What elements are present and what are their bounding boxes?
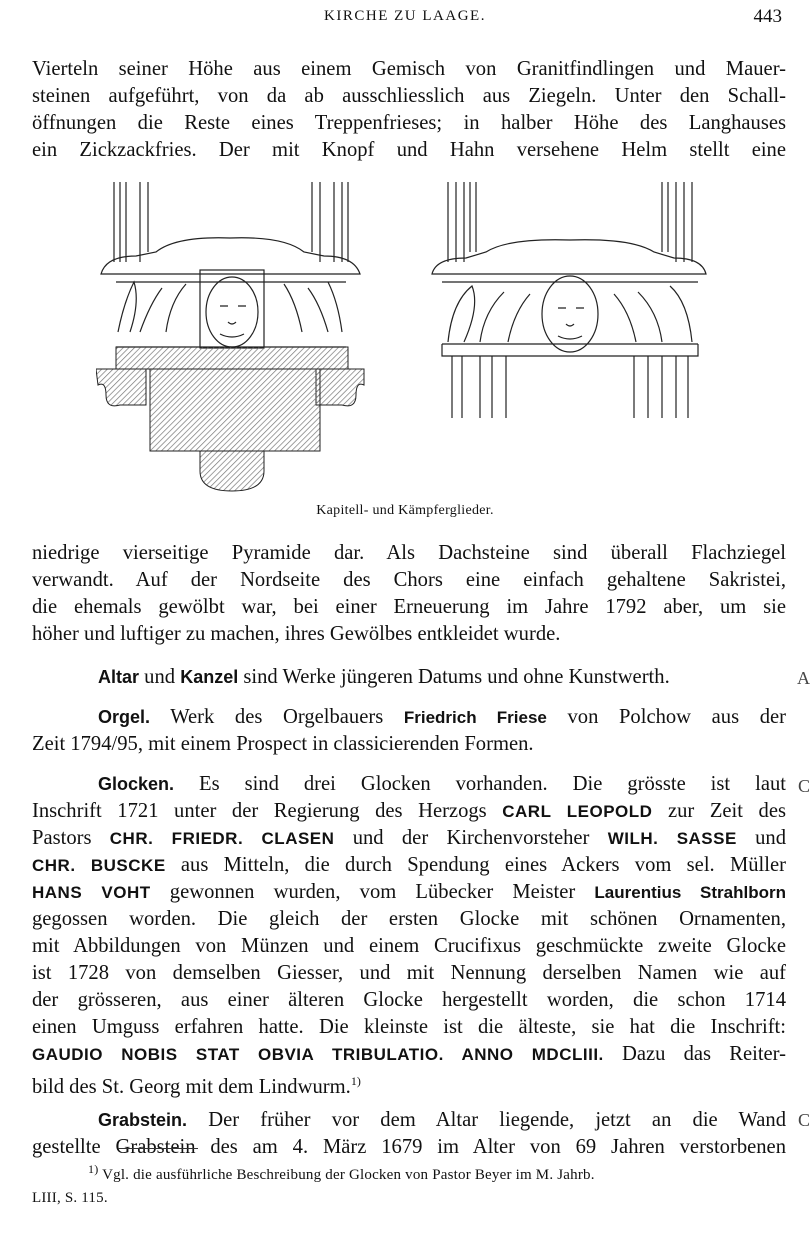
- text-run: Inschrift 1721 unter der Regierung des Herzogs: [32, 800, 503, 822]
- footnote-mark: 1): [88, 1162, 99, 1176]
- margin-mark: C: [797, 1110, 810, 1130]
- footnote-divider: [118, 1148, 198, 1149]
- left-capital-drawing: [101, 182, 360, 348]
- page-number: 443: [753, 6, 782, 27]
- text-line: der grösseren, aus einer älteren Glocke hergestellt worden, die schon 1714: [32, 989, 786, 1011]
- heading-kanzel: Kanzel: [180, 667, 239, 687]
- text-line: gestellte Grabstein des am 4. März 1679 im Alter von 69 Jahren verstorbenen: [32, 1136, 786, 1158]
- text-run: Es sind drei Glocken vorhanden. Die grösste ist laut: [174, 773, 786, 795]
- text-line: [32, 704, 786, 731]
- text-run: gewonnen wurden, vom Lübecker Meister: [150, 881, 595, 903]
- text-run: zur Zeit des: [652, 800, 786, 822]
- left-impost-section: [96, 347, 364, 491]
- footnote-line: [32, 1158, 792, 1187]
- heading-altar: Altar: [98, 667, 140, 687]
- text-line: [32, 1041, 786, 1068]
- page-header: [0, 6, 810, 30]
- text-line: ein Zickzackfries. Der mit Knopf und Hahn versehene Helm stellt eine: [32, 139, 786, 161]
- text-line: niedrige vierseitige Pyramide dar. Als Dachsteine sind überall Flachziegel: [32, 542, 786, 564]
- paragraph-tower: [32, 56, 786, 164]
- text-run: Der früher vor dem Altar liegende, jetzt an die Wand: [187, 1109, 786, 1131]
- text-line: Zeit 1794/95, mit einem Prospect in classicierenden Formen.: [32, 733, 534, 755]
- text-run: und: [736, 827, 786, 849]
- text-line: [32, 798, 786, 825]
- text-line: einen Umguss erfahren hatte. Die kleinste ist die älteste, sie hat die Inschrift:: [32, 1016, 786, 1038]
- text-run: Dazu das Reiter-: [603, 1043, 786, 1065]
- text-run: von Polchow aus der: [546, 706, 786, 728]
- text-run: Werk des Orgelbauers: [150, 706, 404, 728]
- text-line: gegossen worden. Die gleich der ersten Glocke mit schönen Ornamenten,: [32, 908, 786, 930]
- figure-caption: Kapitell- und Kämpferglieder.: [316, 503, 494, 518]
- name-strahlborn: Laurentius Strahlborn: [594, 883, 786, 902]
- name-voht: HANS VOHT: [32, 883, 151, 902]
- name-clasen: CHR. FRIEDR. CLASEN: [109, 829, 335, 848]
- text-run: Vgl. die ausführliche Beschreibung der Glocken von Pastor Beyer im M. Jahrb.: [98, 1167, 595, 1183]
- paragraph-glocken: [32, 771, 786, 1101]
- text-line: [32, 771, 786, 798]
- text-line: [32, 825, 786, 852]
- bell-inscription: GAUDIO NOBIS STAT OBVIA TRIBULATIO. ANNO MDCLIII.: [32, 1045, 604, 1064]
- name-sasse: WILH. SASSE: [607, 829, 737, 848]
- footnote: [32, 1158, 792, 1210]
- text-line: [32, 1068, 786, 1101]
- name-carl-leopold: CARL LEOPOLD: [502, 802, 653, 821]
- paragraph-orgel: [32, 704, 786, 758]
- text-line: mit Abbildungen von Münzen und einem Crucifixus geschmückte zweite Glocke: [32, 935, 786, 957]
- text-line: Vierteln seiner Höhe aus einem Gemisch von Granitfindlingen und Mauer-: [32, 58, 786, 80]
- text-line: [32, 852, 786, 879]
- heading-glocken: Glocken.: [98, 774, 175, 794]
- text-run: bild des St. Georg mit dem Lindwurm.: [32, 1075, 351, 1098]
- text-line: [32, 664, 786, 691]
- footnote-ref[interactable]: 1): [350, 1074, 361, 1088]
- text-line: öffnungen die Reste eines Treppenfrieses; in halber Höhe des Langhauses: [32, 112, 786, 134]
- name-friese: Friedrich Friese: [403, 708, 547, 727]
- name-buscke: CHR. BUSCKE: [32, 856, 166, 875]
- right-capital-drawing: [432, 182, 706, 418]
- paragraph-altar: [32, 664, 786, 691]
- heading-grabstein: Grabstein.: [98, 1110, 188, 1130]
- text-line: die ehemals gewölbt war, bei einer Erneuerung im Jahre 1792 aber, um sie: [32, 596, 786, 618]
- heading-orgel: Orgel.: [98, 707, 151, 727]
- text-run: Pastors: [32, 827, 110, 849]
- text-line: [32, 879, 786, 906]
- text-run: und: [139, 666, 181, 688]
- text-line: verwandt. Auf der Nordseite des Chors eine einfach gehaltene Sakristei,: [32, 569, 786, 591]
- text-run: und der Kirchenvorsteher: [334, 827, 608, 849]
- text-run: aus Mitteln, die durch Spendung eines Ackers vom sel. Müller: [165, 854, 786, 876]
- running-title: KIRCHE ZU LAAGE.: [324, 8, 486, 24]
- capital-illustration: [96, 182, 716, 492]
- margin-mark: A: [797, 668, 810, 688]
- text-line: steinen aufgeführt, von da ab ausschliesslich aus Ziegeln. Unter den Schall-: [32, 85, 786, 107]
- paragraph-roof: [32, 540, 786, 648]
- text-line: [32, 1107, 786, 1134]
- text-run: sind Werke jüngeren Datums und ohne Kunstwerth.: [238, 666, 670, 688]
- margin-mark: C: [797, 776, 810, 796]
- footnote-line: LIII, S. 115.: [32, 1190, 108, 1206]
- text-line: höher und luftiger zu machen, ihres Gewölbes entkleidet wurde.: [32, 623, 561, 645]
- paragraph-grabstein: [32, 1107, 786, 1161]
- text-line: ist 1728 von demselben Giesser, und mit Nennung derselben Namen wie auf: [32, 962, 786, 984]
